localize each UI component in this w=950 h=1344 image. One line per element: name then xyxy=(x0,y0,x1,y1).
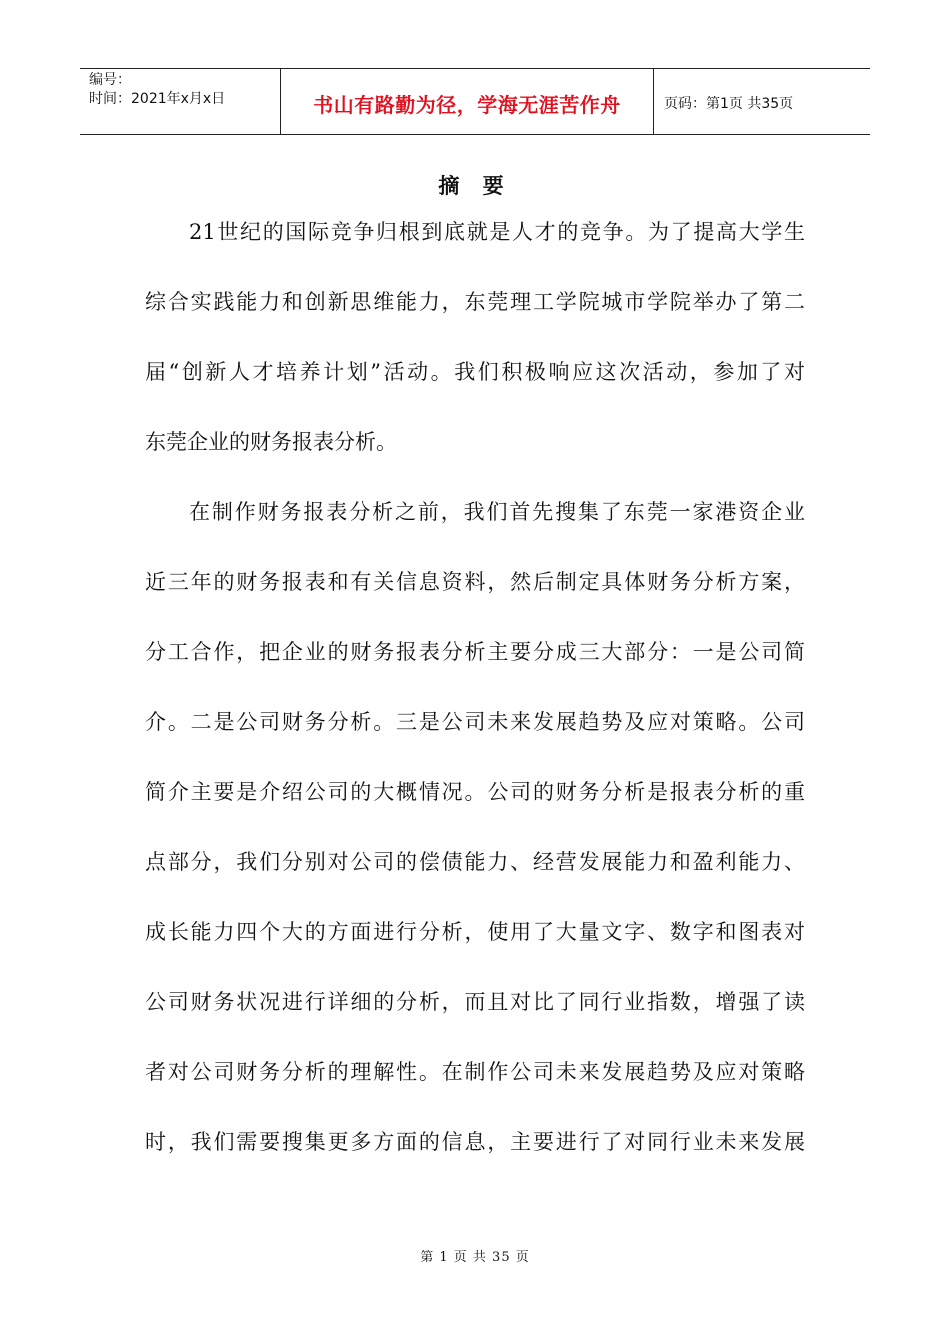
header-motto-cell xyxy=(281,69,654,134)
text-line: 综合实践能力和创新思维能力，东莞理工学院城市学院举办了第二 xyxy=(145,290,805,314)
text-line: 届“创新人才培养计划”活动。我们积极响应这次活动，参加了对 xyxy=(145,360,805,384)
text-line: 者对公司财务分析的理解性。在制作公司未来发展趋势及应对策略 xyxy=(145,1060,805,1084)
text-line: 介。二是公司财务分析。三是公司未来发展趋势及应对策略。公司 xyxy=(145,710,805,734)
text-line: 东莞企业的财务报表分析。 xyxy=(145,430,397,454)
page-code: 页码：第1页 共35页 xyxy=(664,95,794,112)
text-line: 21世纪的国际竞争归根到底就是人才的竞争。为了提高大学生 xyxy=(189,220,805,244)
page-header xyxy=(80,68,870,135)
text-line: 点部分，我们分别对公司的偿债能力、经营发展能力和盈利能力、 xyxy=(145,850,805,874)
text-line: 公司财务状况进行详细的分析，而且对比了同行业指数，增强了读 xyxy=(145,990,805,1014)
motto-text: 书山有路勤为径，学海无涯苦作舟 xyxy=(313,93,621,117)
header-info-cell xyxy=(80,69,281,134)
text-line: 时，我们需要搜集更多方面的信息，主要进行了对同行业未来发展 xyxy=(145,1130,805,1154)
text-line: 分工合作，把企业的财务报表分析主要分成三大部分：一是公司简 xyxy=(145,640,805,664)
page-footer: 第 1 页 共 35 页 xyxy=(420,1250,530,1265)
text-line: 近三年的财务报表和有关信息资料，然后制定具体财务分析方案， xyxy=(145,570,805,594)
text-line: 简介主要是介绍公司的大概情况。公司的财务分析是报表分析的重 xyxy=(145,780,805,804)
paragraph-1 xyxy=(145,217,805,497)
text-line: 在制作财务报表分析之前，我们首先搜集了东莞一家港资企业 xyxy=(189,500,805,524)
time-label: 时间：2021年x月x日 xyxy=(89,91,226,107)
paragraph-2 xyxy=(145,497,805,1197)
document-title: 摘 要 xyxy=(438,174,512,198)
text-line: 成长能力四个大的方面进行分析，使用了大量文字、数字和图表对 xyxy=(145,920,805,944)
number-label: 编号： xyxy=(89,72,131,88)
header-page-code-cell xyxy=(654,69,870,134)
